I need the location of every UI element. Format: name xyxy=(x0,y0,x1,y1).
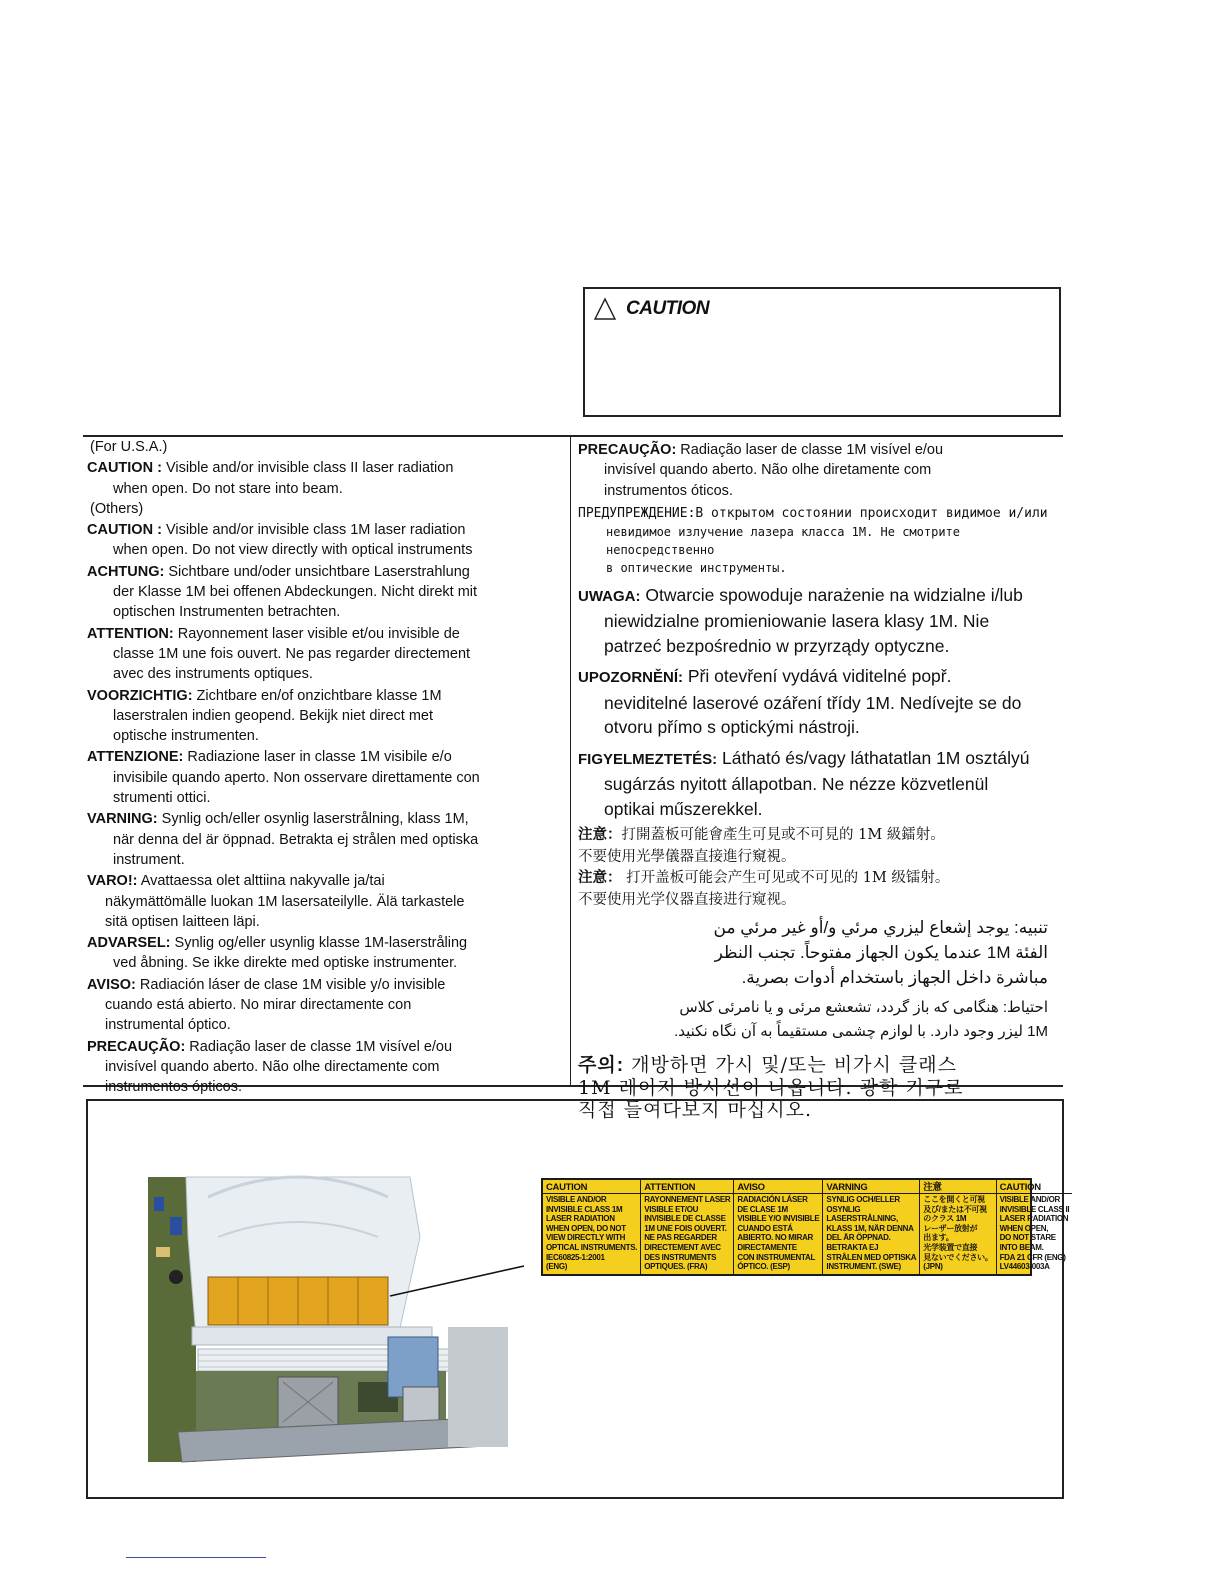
label-panel-text: INVISIBLE CLASS 1M xyxy=(546,1204,623,1214)
leader-line xyxy=(390,1260,530,1300)
warning-entry xyxy=(87,747,557,808)
warning-title: FIGYELMEZTETÉS: xyxy=(578,750,718,768)
warning-text: patrzeć bezpośrednio w przyrządy optyczne. xyxy=(604,635,950,656)
label-panel-text: LASER RADIATION xyxy=(546,1214,615,1224)
label-panel-text: LV44603-003A xyxy=(999,1262,1050,1272)
warning-text: Radiazione laser in classe 1M visibile e/o xyxy=(183,749,452,766)
label-panel xyxy=(641,1180,734,1274)
label-panel-text: ÓPTICO. (ESP) xyxy=(737,1262,790,1272)
warning-text: невидимое излучение лазера класса 1M. Не смотрите непосредственно xyxy=(606,524,961,557)
label-panel-text: DO NOT STARE xyxy=(999,1233,1056,1243)
warning-entry xyxy=(87,1037,557,1098)
label-panel-text: STRÅLEN MED OPTISKA xyxy=(826,1252,917,1262)
warning-text: sugárzás nyitott állapotban. Ne nézze közvetlenül xyxy=(604,774,989,795)
warning-text: invisível quando aberto. Não olhe diretamente com xyxy=(604,462,932,479)
warning-text: invisibile quando aperto. Non osservare direttamente con xyxy=(113,769,480,786)
warning-entry xyxy=(87,871,557,932)
warning-title: 注意： xyxy=(578,870,622,887)
label-panel-text: VISIBLE ET/OU xyxy=(644,1204,699,1214)
label-panel-text: SYNLIG OCH/ELLER xyxy=(826,1195,900,1204)
left-warning-column xyxy=(87,437,557,1098)
table-divider xyxy=(570,436,571,1086)
warning-text: 1M لیزر وجود دارد. با لوازم چشمی مستقیماً به آن نگاه نکنید. xyxy=(674,1023,1048,1041)
warning-zh-tw xyxy=(578,825,1066,868)
laser-caution-label xyxy=(541,1178,1070,1276)
label-panel-text: ABIERTO. NO MIRAR xyxy=(737,1233,814,1243)
label-panel-heading: CAUTION xyxy=(543,1182,640,1194)
warning-ru xyxy=(578,505,1066,577)
warning-text: neviditelné laserové ozáření třídy 1M. Nedívejte se do xyxy=(604,692,1022,713)
label-panel-text: OPTIQUES. (FRA) xyxy=(644,1262,708,1272)
warning-text: otvoru přímo s optickými nástroji. xyxy=(604,717,860,738)
label-panel-text: INVISIBLE DE CLASSE xyxy=(644,1214,726,1224)
label-panel-text: OPTICAL INSTRUMENTS. xyxy=(546,1242,638,1252)
warning-title: VOORZICHTIG: xyxy=(87,687,193,704)
label-panel-text: IEC60825-1:2001 xyxy=(546,1252,605,1262)
warning-text: 개방하면 가시 및/또는 비가시 클래스 xyxy=(624,1054,957,1077)
label-panel-text: CUANDO ESTÁ xyxy=(737,1223,793,1233)
warning-entry xyxy=(87,686,557,747)
label-panel-text: DES INSTRUMENTS xyxy=(644,1252,717,1262)
warning-title: 注意： xyxy=(578,827,622,844)
label-panel-text: INTO BEAM. xyxy=(999,1242,1044,1252)
warning-text: احتياط: هنگامی که باز گردد، تشعشع مرئی و یا نامرئی کلاس xyxy=(679,999,1048,1017)
warning-text: der Klasse 1M bei offenen Abdeckungen. Nicht direkt mit xyxy=(113,584,478,601)
warning-entry xyxy=(87,933,557,974)
region-header: (For U.S.A.) xyxy=(90,439,168,455)
warning-entry xyxy=(87,458,557,499)
warning-text: classe 1M une fois ouvert. Ne pas regarder directement xyxy=(113,645,471,662)
label-panel-text: DE CLASE 1M xyxy=(737,1204,788,1214)
label-panel-text: BETRAKTA EJ xyxy=(826,1242,879,1252)
warning-text: niewidzialne promieniowanie lasera klasy 1M. Nie xyxy=(604,611,990,632)
region-header: (Others) xyxy=(90,500,144,517)
warning-text: instrument. xyxy=(113,851,185,868)
warning-text: optische instrumenten. xyxy=(113,728,259,745)
warning-title: AVISO: xyxy=(87,976,136,993)
label-panel-text: 1M UNE FOIS OUVERT. xyxy=(644,1223,727,1233)
label-panel-text: ここを開くと可視 xyxy=(923,1195,985,1204)
warning-title: ATTENZIONE: xyxy=(87,749,184,766)
warning-title: ПРЕДУПРЕЖДЕНИЕ: xyxy=(578,505,696,521)
label-panel-text: FDA 21 CFR (ENG) xyxy=(999,1252,1066,1262)
warning-title: PRECAUÇÃO: xyxy=(87,1038,186,1055)
label-panel-text: のクラス 1M xyxy=(923,1214,967,1224)
warning-text: Radiação laser de classe 1M visível e/ou xyxy=(185,1038,453,1055)
label-panel-heading: 注意 xyxy=(920,1182,995,1194)
label-panel-text: 及び/または不可視 xyxy=(923,1204,987,1214)
warning-text: Synlig och/eller osynlig laserstrålning, klass 1M, xyxy=(157,811,469,828)
warning-title: 주의: xyxy=(578,1055,625,1077)
label-panel xyxy=(543,1180,641,1274)
label-panel-text: LASERSTRÅLNING, xyxy=(826,1214,898,1224)
warning-zh-cn xyxy=(578,868,1066,911)
warning-text: Radiación láser de clase 1M visible y/o invisible xyxy=(135,976,446,993)
warning-text: invisível quando aberto. Não olhe directamente com xyxy=(105,1058,440,1075)
warning-text: cuando está abierto. No mirar directamente con xyxy=(105,997,412,1014)
label-panel-text: (JPN) xyxy=(923,1262,943,1272)
warning-text: instrumentos óticos. xyxy=(604,482,733,499)
label-panel-text: レーザー放射が xyxy=(923,1223,978,1233)
warning-text: Při otevření vydává viditelné popř. xyxy=(683,666,952,687)
warning-text: Visible and/or invisible class II laser radiation xyxy=(161,460,454,477)
label-panel-text: CON INSTRUMENTAL xyxy=(737,1252,816,1262)
warning-text: laserstralen indien geopend. Bekijk niet direct met xyxy=(113,707,433,724)
warning-pl xyxy=(578,583,1066,659)
warning-title: ADVARSEL: xyxy=(87,935,171,952)
warning-text: 打开盖板可能会产生可见或不可见的 1M 级镭射。 xyxy=(621,870,950,887)
label-panel-text: RADIACIÓN LÁSER xyxy=(737,1195,808,1204)
warning-text: strumenti ottici. xyxy=(113,790,211,807)
warning-text: instrumentos ópticos. xyxy=(105,1079,243,1096)
warning-text: مباشرة داخل الجهاز باستخدام أدوات بصرية. xyxy=(741,968,1048,988)
warning-text: when open. Do not view directly with optical instruments xyxy=(113,542,473,559)
warning-text: В открытом состоянии происходит видимое и/или xyxy=(695,505,1048,521)
label-panel-text: DIRECTEMENT AVEC xyxy=(644,1242,721,1252)
warning-cz xyxy=(578,664,1066,740)
warning-pt xyxy=(578,440,1066,501)
label-panel-text: 見ないでください。 xyxy=(923,1252,993,1262)
warning-text: تنبيه: يوجد إشعاع ليزري مرئي و/أو غير مرئي من xyxy=(713,918,1048,938)
footer-rule xyxy=(126,1557,266,1558)
label-panel-text: WHEN OPEN, xyxy=(999,1223,1049,1233)
warning-text: Visible and/or invisible class 1M laser radiation xyxy=(161,522,466,539)
label-panel-text: VISIBLE AND/OR xyxy=(546,1195,607,1204)
label-panel-text: OSYNLIG xyxy=(826,1204,861,1214)
label-panel xyxy=(997,1180,1073,1274)
label-panel-heading: AVISO xyxy=(734,1182,822,1194)
label-panel xyxy=(823,1180,920,1274)
warning-text: optikai műszerekkel. xyxy=(604,798,763,819)
label-panel-text: DEL ÄR ÖPPNAD. xyxy=(826,1233,891,1243)
label-panel-text: LASER RADIATION xyxy=(999,1214,1069,1224)
warning-text: Radiação laser de classe 1M visível e/ou xyxy=(676,442,944,458)
warning-text: optischen Instrumenten betrachten. xyxy=(113,604,341,621)
warning-entry xyxy=(87,809,557,870)
warning-text: sitä optisen laitteen läpi. xyxy=(105,913,260,930)
label-panel xyxy=(920,1180,996,1274)
warning-text: näkymättömälle luokan 1M lasersateilylle. Älä tarkastele xyxy=(105,893,465,910)
label-panel-text: VIEW DIRECTLY WITH xyxy=(546,1233,626,1243)
pickup-unit-photo xyxy=(148,1177,508,1462)
warning-title: VARO!: xyxy=(87,873,138,890)
warning-text: 不要使用光學儀器直接進行窺視。 xyxy=(578,848,796,865)
label-panel-text: RAYONNEMENT LASER xyxy=(644,1195,731,1204)
label-panel-heading: CAUTION xyxy=(997,1182,1073,1194)
warning-title: CAUTION : xyxy=(87,522,162,539)
warning-ar xyxy=(578,915,1048,990)
warning-entry xyxy=(87,975,557,1036)
label-panel-text: VISIBLE Y/O INVISIBLE xyxy=(737,1214,820,1224)
label-panel-text: INVISIBLE CLASS II xyxy=(999,1204,1070,1214)
warning-text: när denna del är öppnad. Betrakta ej strålen med optiska xyxy=(113,831,479,848)
warning-text: Avattaessa olet alttiina nakyvalle ja/tai xyxy=(137,873,385,890)
warning-text: الفئة 1M عندما يكون الجهاز مفتوحاً. تجنب النظر xyxy=(714,943,1048,963)
label-panel-heading: ATTENTION xyxy=(641,1182,733,1194)
warning-text: Látható és/vagy láthatatlan 1M osztályú xyxy=(717,747,1030,768)
warning-hu xyxy=(578,746,1066,822)
warning-text: Synlig og/eller usynlig klasse 1M-laserstråling xyxy=(170,935,468,952)
warning-text: в оптические инструменты. xyxy=(606,560,787,575)
label-panel-text: VISIBLE AND/OR xyxy=(999,1195,1060,1204)
label-panel-text: KLASS 1M, NÄR DENNA xyxy=(826,1223,914,1233)
warning-text: 1M 레이저 방사선이 나옵니다. 광학 기구로 xyxy=(578,1077,964,1100)
caution-title: CAUTION xyxy=(626,298,710,319)
label-panel-heading: VARNING xyxy=(823,1182,919,1194)
warning-entry xyxy=(87,624,557,685)
right-warning-column xyxy=(578,440,1066,1121)
warning-title: UPOZORNĚNÍ: xyxy=(578,669,683,687)
label-panel-text: WHEN OPEN, DO NOT xyxy=(546,1223,626,1233)
warning-text: when open. Do not stare into beam. xyxy=(113,480,343,497)
warning-title: ATTENTION: xyxy=(87,625,174,642)
label-panel xyxy=(734,1180,823,1274)
warning-title: ACHTUNG: xyxy=(87,563,165,580)
label-panel-text: DIRECTAMENTE xyxy=(737,1242,797,1252)
warning-text: ved åbning. Se ikke direkte med optiske instrumenter. xyxy=(113,955,458,972)
warning-text: instrumental óptico. xyxy=(105,1017,231,1034)
warning-fa xyxy=(578,996,1048,1044)
warning-text: avec des instruments optiques. xyxy=(113,666,313,683)
warning-title: VARNING: xyxy=(87,811,158,828)
label-panel-text: NE PAS REGARDER xyxy=(644,1233,717,1243)
label-panel-text: INSTRUMENT. (SWE) xyxy=(826,1262,901,1272)
warning-title: UWAGA: xyxy=(578,587,641,605)
warning-text: Rayonnement laser visible et/ou invisible de xyxy=(173,625,460,642)
warning-text: 직접 들여다보지 마십시오. xyxy=(578,1099,813,1122)
label-panel-text: 光学装置で直接 xyxy=(923,1242,978,1252)
warning-text: 不要使用光学仪器直接进行窥视。 xyxy=(578,891,796,908)
label-panel-text: 出ます。 xyxy=(923,1233,954,1243)
warning-triangle-icon xyxy=(593,297,617,321)
warning-entry xyxy=(87,562,557,623)
warning-entry xyxy=(87,520,557,561)
warning-text: Zichtbare en/of onzichtbare klasse 1M xyxy=(192,687,442,704)
warning-text: Otwarcie spowoduje narażenie na widzialne i/lub xyxy=(640,584,1023,605)
warning-title: PRECAUÇÃO: xyxy=(578,442,677,458)
warning-text: Sichtbare und/oder unsichtbare Laserstrahlung xyxy=(164,563,470,580)
warning-text: 打開蓋板可能會產生可見或不可見的 1M 級鐳射。 xyxy=(621,827,945,844)
label-panel-text: (ENG) xyxy=(546,1262,568,1272)
warning-title: CAUTION : xyxy=(87,460,162,477)
